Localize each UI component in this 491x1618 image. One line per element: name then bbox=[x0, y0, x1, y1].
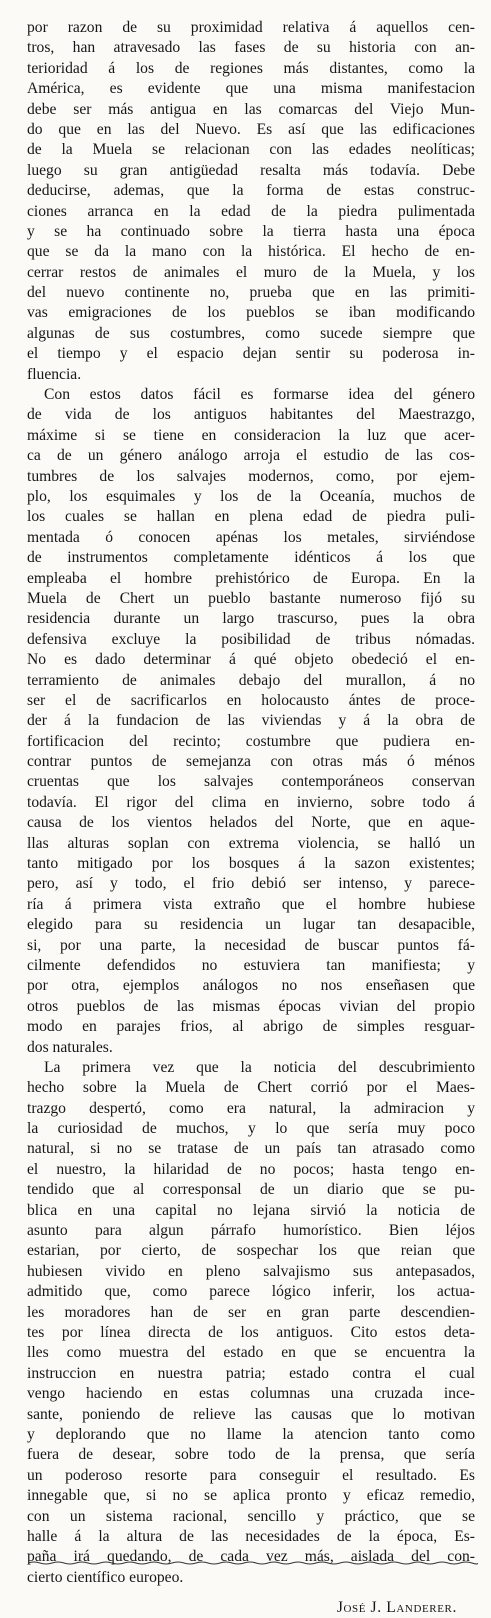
text-line: fortificacion del recinto; costumbre que pudiera en- bbox=[27, 732, 475, 750]
text-line: terramiento de animales debajo del murallon, á no bbox=[27, 671, 475, 689]
text-line: que se da la mano con la histórica. El hecho de en- bbox=[27, 243, 475, 261]
text-line: admitido que, como parece lógico inferir, los actua- bbox=[27, 1283, 475, 1301]
text-line: natural, si no se tratase de un país tan atrasado como bbox=[27, 1140, 475, 1158]
text-line: hubiesen vivido en pleno salvajismo sus antepasados, bbox=[27, 1262, 475, 1280]
text-line: residencia durante un largo trascurso, pues la obra bbox=[27, 610, 475, 628]
text-line: con un sistema racional, sencillo y práctico, que se bbox=[27, 1507, 475, 1525]
text-line: pero, así y todo, el frio debió ser intenso, y parece- bbox=[27, 875, 475, 893]
text-line: defensiva excluye la posibilidad de tribus nómadas. bbox=[27, 630, 475, 648]
text-line: ser el de sacrificarlos en holocausto ántes de proce- bbox=[27, 691, 475, 709]
text-line: estarian, por cierto, de sospechar los que reian que bbox=[27, 1242, 475, 1260]
bottom-rule bbox=[28, 1560, 478, 1566]
text-line: y se ha continuado sobre la tierra hasta una época bbox=[27, 222, 475, 240]
text-line: do que en las del Nuevo. Es así que las edificaciones bbox=[27, 120, 475, 138]
text-line: ca de un género análogo arroja el estudio de las cos- bbox=[27, 447, 475, 465]
text-line: debe ser más antigua en las comarcas del Viejo Mun- bbox=[27, 100, 475, 118]
text-line: les moradores han de ser en gran parte descendien- bbox=[27, 1303, 475, 1321]
text-line: tendido que al corresponsal de un diario que se pu- bbox=[27, 1181, 475, 1199]
text-line: vengo haciendo en estas columnas una cruzada ince- bbox=[27, 1385, 475, 1403]
text-line: ciones arranca en la edad de la piedra pulimentada bbox=[27, 202, 475, 220]
text-line: del nuevo continente no, prueba que en las primiti- bbox=[27, 284, 475, 302]
text-line: por razon de su proximidad relativa á aquellos cen- bbox=[27, 19, 475, 36]
text-line: el nuestro, la hilaridad de no pocos; hasta tengo en- bbox=[27, 1160, 475, 1178]
text-line: tumbres de los salvajes modernos, como, por ejem- bbox=[27, 467, 475, 485]
text-line: por otra, ejemplos análogos no nos enseñasen que bbox=[27, 977, 475, 995]
text-line: No es dado determinar á qué objeto obedeció el en- bbox=[27, 651, 475, 669]
text-line: de vida de los antiguos habitantes del Maestrazgo, bbox=[27, 406, 475, 424]
text-line: modo en parajes frios, al abrigo de simples resguar- bbox=[27, 1018, 475, 1036]
text-line: cilmente defendidos no estuviera tan manifiesta; y bbox=[27, 956, 475, 974]
text-line: de instrumentos completamente idénticos á los que bbox=[27, 549, 475, 567]
text-line: fluencia. bbox=[27, 365, 82, 383]
text-line: sante, poniendo de relieve las causas que lo motivan bbox=[27, 1405, 475, 1423]
text-line: y deplorando que no llame la atencion tanto como bbox=[27, 1425, 475, 1443]
text-line: tes por línea directa de los antiguos. Cito estos deta- bbox=[27, 1324, 475, 1341]
text-line: dos naturales. bbox=[27, 1038, 113, 1056]
text-line: lles como muestra del estado en que se encuentra la bbox=[27, 1344, 475, 1362]
text-line: Muela de Chert un pueblo bastante numeroso fijó su bbox=[27, 589, 475, 607]
text-line: instruccion en nuestra patria; estado contra el cual bbox=[27, 1364, 475, 1382]
text-line: si, por una parte, la necesidad de buscar puntos fá- bbox=[27, 936, 475, 954]
text-line: elegido para su residencia un lugar tan desapacible, bbox=[27, 916, 475, 934]
text-line: plo, los esquimales y los de la Oceanía, muchos de bbox=[27, 487, 475, 505]
text-line: asunto para algun párrafo humorístico. Bien léjos bbox=[27, 1222, 475, 1240]
text-line: llas alturas soplan con extrema violencia, se halló un bbox=[27, 834, 475, 852]
paragraph-3 bbox=[27, 1058, 475, 1588]
text-line: hecho sobre la Muela de Chert corrió por el Maes- bbox=[27, 1079, 475, 1097]
text-line: América, es evidente que una misma manifestacion bbox=[27, 80, 475, 98]
text-line: blica en una capital no lejana sirvió la noticia de bbox=[27, 1201, 475, 1219]
text-line: de la Muela se relacionan con las edades neolíticas; bbox=[27, 141, 475, 159]
paragraph-2 bbox=[27, 385, 475, 1058]
text-line: un poderoso resorte para conseguir el resultado. Es bbox=[27, 1466, 475, 1484]
text-line: Con estos datos fácil es formarse idea del género bbox=[44, 386, 475, 404]
text-line: halle á la altura de las necesidades de la época, Es- bbox=[27, 1527, 475, 1545]
text-line: algunas de sus costumbres, como sucede siempre que bbox=[27, 324, 475, 342]
text-line: los cuales se hallan en plena edad de piedra puli- bbox=[27, 508, 475, 526]
text-line: empleaba el hombre prehistórico de Europa. En la bbox=[27, 569, 475, 587]
text-line: terioridad á los de regiones más distantes, como la bbox=[27, 59, 475, 77]
text-line: paña irá quedando, de cada vez más, aislada del con- bbox=[27, 1548, 475, 1566]
text-line: cierto científico europeo. bbox=[27, 1568, 184, 1586]
text-line: otros pueblos de las mismas épocas vivian del propio bbox=[27, 997, 475, 1015]
paragraph-1 bbox=[27, 18, 475, 385]
text-line: el tiempo y el espacio dejan sentir su poderosa in- bbox=[27, 345, 475, 363]
text-line: La primera vez que la noticia del descubrimiento bbox=[44, 1058, 475, 1076]
text-line: luego su gran antigüedad resalta más todavía. Debe bbox=[27, 161, 475, 179]
text-line: vas emigraciones de los pueblos se iban modificando bbox=[27, 304, 475, 322]
article-body bbox=[27, 18, 475, 1618]
text-line: máxime si se tiene en consideracion la luz que acer- bbox=[27, 426, 475, 444]
text-line: tanto mitigado por los bosques á la sazon existentes; bbox=[27, 855, 475, 873]
text-line: todavía. El rigor del clima en invierno, sobre todo á bbox=[27, 793, 475, 811]
text-line: causa de los vientos helados del Norte, que en aque- bbox=[27, 814, 475, 832]
text-line: cerrar restos de animales el muro de la Muela, y los bbox=[27, 263, 475, 281]
text-line: contrar puntos de semejanza con otras más ó ménos bbox=[27, 753, 475, 771]
text-line: mentada ó conocen apénas los metales, sirviéndose bbox=[27, 528, 475, 546]
text-line: tros, han atravesado las fases de su historia con an- bbox=[27, 39, 475, 57]
text-line: innegable que, si no se aplica pronto y eficaz remedio, bbox=[27, 1487, 475, 1505]
text-line: fuera de desear, sobre todo de la prensa, que sería bbox=[27, 1446, 475, 1464]
text-line: trazgo despertó, como era natural, la admiracion y bbox=[27, 1099, 475, 1117]
text-line: cruentas que los salvajes contemporáneos conservan bbox=[27, 773, 475, 791]
text-line: la curiosidad de muchos, y lo que sería muy poco bbox=[27, 1120, 475, 1138]
text-line: ría á primera vista extraño que el hombre hubiese bbox=[27, 895, 475, 913]
author-signature: José J. Landerer. bbox=[336, 1599, 457, 1617]
text-line: deducirse, ademas, que la forma de estas construc- bbox=[27, 182, 475, 200]
text-line: der á la fundacion de las viviendas y á la obra de bbox=[27, 712, 475, 730]
